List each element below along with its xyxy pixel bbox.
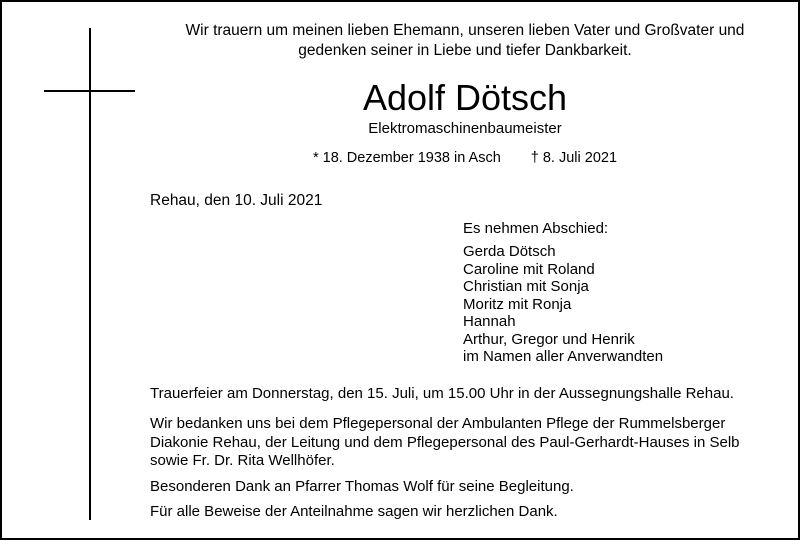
mourner-item: Christian mit Sonja bbox=[463, 278, 589, 295]
intro-line: gedenken seiner in Liebe und tiefer Dankbarkeit. bbox=[298, 42, 632, 59]
closing-thanks: Für alle Beweise der Anteilnahme sagen wir herzlichen Dank. bbox=[150, 503, 558, 520]
mourner-item: Caroline mit Roland bbox=[463, 260, 595, 278]
deceased-name: Adolf Dötsch bbox=[362, 77, 568, 118]
mourner-item: im Namen aller Anverwandten bbox=[463, 348, 664, 365]
intro-text bbox=[150, 21, 780, 61]
deceased-profession: Elektromaschinenbaumeister bbox=[368, 120, 562, 137]
intro-line: Wir trauern um meinen lieben Ehemann, unseren lieben Vater und Großvater und bbox=[185, 22, 745, 39]
birth-date: * 18. Dezember 1938 in Asch bbox=[312, 150, 501, 166]
mourner-item: Hannah bbox=[463, 313, 516, 330]
pastor-thanks: Besonderen Dank an Pfarrer Thomas Wolf für seine Begleitung. bbox=[150, 478, 574, 495]
life-dates bbox=[150, 148, 780, 168]
farewell-heading: Es nehmen Abschied: bbox=[463, 220, 609, 237]
death-date: † 8. Juli 2021 bbox=[530, 150, 618, 166]
thanks-line: Diakonie Rehau, der Leitung und dem Pflegepersonal des Paul-Gerhardt-Hauses in Selb bbox=[150, 433, 740, 451]
thanks-paragraph bbox=[150, 415, 790, 471]
funeral-info: Trauerfeier am Donnerstag, den 15. Juli, um 15.00 Uhr in der Aussegnungshalle Rehau. bbox=[150, 385, 734, 402]
thanks-line: sowie Fr. Dr. Rita Wellhöfer. bbox=[150, 452, 335, 469]
cross-icon-vertical-beam bbox=[89, 28, 91, 520]
mourner-item: Moritz mit Ronja bbox=[463, 295, 572, 313]
mourner-item: Arthur, Gregor und Henrik bbox=[463, 330, 635, 348]
place-and-date: Rehau, den 10. Juli 2021 bbox=[150, 192, 323, 209]
mourners-list bbox=[463, 243, 663, 366]
cross-icon-horizontal-beam bbox=[44, 90, 135, 92]
mourner-item: Gerda Dötsch bbox=[463, 243, 556, 260]
thanks-line: Wir bedanken uns bei dem Pflegepersonal der Ambulanten Pflege der Rummelsberger bbox=[150, 415, 726, 432]
